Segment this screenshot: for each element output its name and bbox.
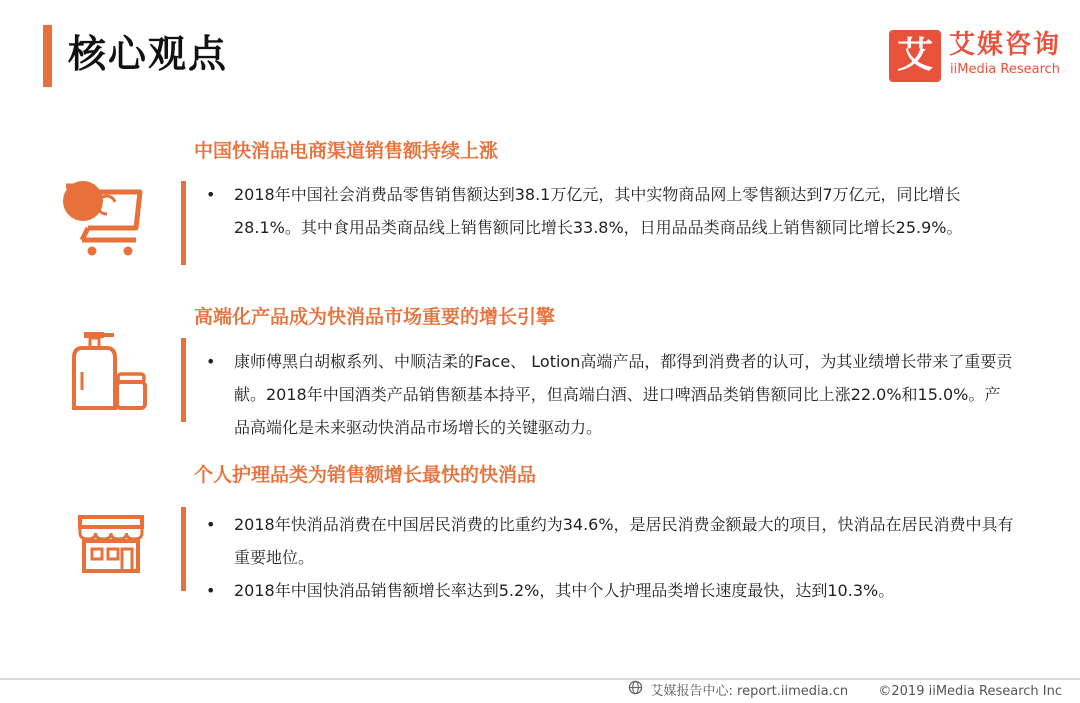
- section-divider-line: [181, 507, 186, 591]
- bullet-marker: •: [206, 352, 216, 371]
- bullet-marker: •: [206, 581, 216, 600]
- footer-copyright: ©2019 iiMedia Research Inc: [878, 683, 1062, 699]
- title-accent-bar: [43, 25, 52, 87]
- logo-chinese-name: 艾媒咨询: [949, 30, 1062, 60]
- section-heading-personal-care: 个人护理品类为销售额增长最快的快消品: [194, 464, 537, 486]
- section-bullet-text: 康师傅黑白胡椒系列、中顺洁柔的Face、 Lotion高端产品，都得到消费者的认可，为其业绩增长带来了重要贡献。2018年中国酒类产品销售额基本持平，但高端白酒、进口啤酒品类销售额同比上涨22.0%和15.0%。产品高端化是未来驱动快消品市场增长的关键驱动力。: [234, 352, 1013, 437]
- section-heading-ecommerce: 中国快消品电商渠道销售额持续上涨: [194, 140, 499, 162]
- section-bullet-text: 2018年中国快消品销售额增长率达到5.2%，其中个人护理品类增长速度最快，达到10.3%。: [234, 581, 895, 600]
- brand-logo: [889, 30, 1064, 82]
- logo-mark: 艾: [889, 30, 941, 82]
- section-divider-line: [181, 181, 186, 265]
- section-bullet-text: 2018年中国社会消费品零售销售额达到38.1万亿元，其中实物商品网上零售额达到7万亿元，同比增长28.1%。其中食用品类商品线上销售额同比增长33.8%，日用品品类商品线上销售额同比增长25.9%。: [234, 185, 963, 237]
- shopping-cart-icon: [62, 178, 144, 258]
- section-divider-line: [181, 338, 186, 422]
- footer-source: 艾媒报告中心: report.iimedia.cn: [650, 683, 849, 699]
- bullet-marker: •: [206, 515, 216, 534]
- bullet-marker: •: [206, 185, 216, 204]
- section-heading-premium: 高端化产品成为快消品市场重要的增长引擎: [194, 306, 556, 328]
- section-bullet-text: 2018年快消品消费在中国居民消费的比重约为34.6%，是居民消费金额最大的项目，快消品在居民消费中具有重要地位。: [234, 515, 1014, 567]
- globe-icon: [628, 680, 643, 695]
- footer: [628, 680, 1062, 702]
- logo-english-name: iiMedia Research: [950, 62, 1061, 77]
- pump-bottle-icon: [70, 330, 150, 414]
- storefront-icon: [78, 515, 144, 573]
- page-title: 核心观点: [68, 32, 229, 76]
